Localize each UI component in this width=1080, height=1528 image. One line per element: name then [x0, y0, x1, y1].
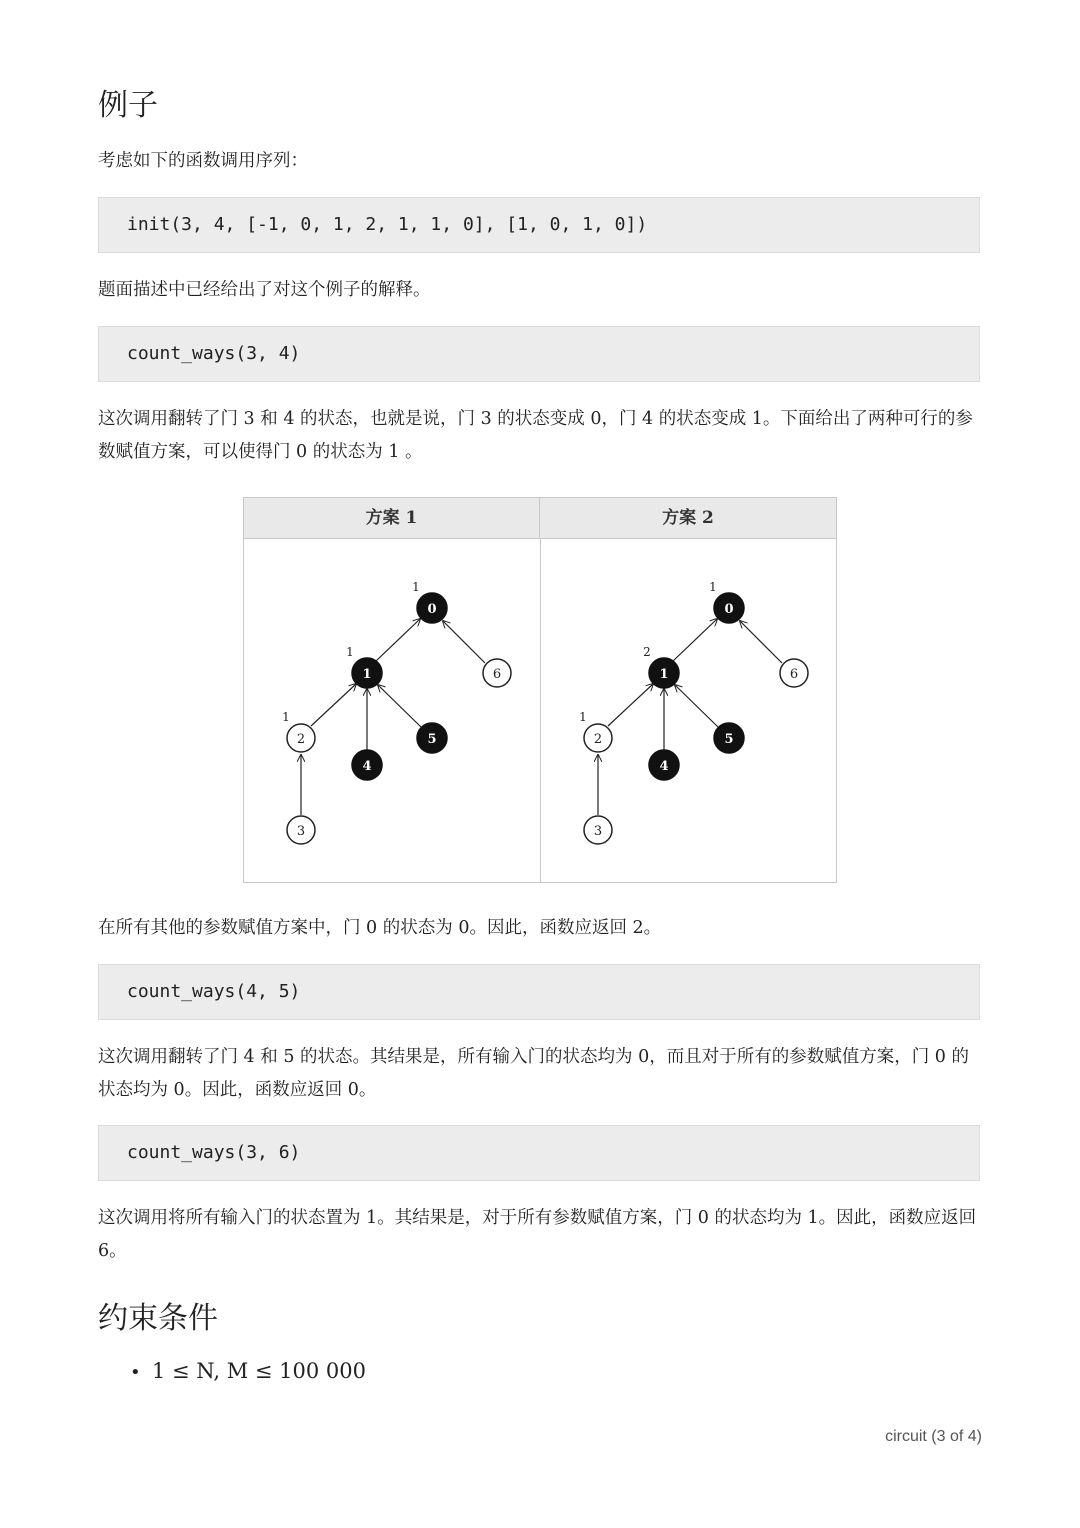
code-block-call2 [98, 964, 980, 1020]
edge-5-1 [378, 685, 421, 727]
svg-text:5: 5 [427, 732, 437, 747]
param-label-gate-0: 1 [412, 580, 420, 594]
code-text-call1: count_ways(3, 4) [127, 343, 301, 364]
code-text-call2: count_ways(4, 5) [127, 981, 301, 1002]
paragraph-intro: 考虑如下的函数调用序列： [98, 151, 308, 171]
node-1 [649, 658, 679, 688]
svg-text:3: 3 [593, 824, 603, 839]
node-5 [714, 723, 744, 753]
tree-diagram-scheme-2 [541, 539, 837, 882]
paragraph-call3-explain: 这次调用将所有输入门的状态置为 1。其结果是，对于所有参数赋值方案，门 0 的状态均为 1。因此，函数应返回 6。 [98, 1208, 977, 1261]
edge-1-0 [376, 619, 420, 661]
code-text-init: init(3, 4, [-1, 0, 1, 2, 1, 1, 0], [1, 0, 1, 0]) [127, 214, 648, 235]
list-item [130, 1354, 366, 1390]
node-3 [584, 816, 612, 844]
code-block-init [98, 197, 980, 253]
node-0 [714, 593, 744, 623]
node-2 [584, 724, 612, 752]
table-header-scheme-2: 方案 2 [540, 498, 836, 539]
param-label-gate-2: 1 [282, 710, 290, 724]
edge-6-0 [740, 621, 782, 663]
node-2 [287, 724, 315, 752]
svg-text:4: 4 [362, 759, 372, 774]
svg-text:0: 0 [427, 602, 437, 617]
node-4 [352, 750, 382, 780]
paragraph-call1-explain: 这次调用翻转了门 3 和 4 的状态，也就是说，门 3 的状态变成 0，门 4 的状态变成 1。下面给出了两种可行的参数赋值方案，可以使得门 0 的状态为 1 。 [98, 409, 973, 462]
edge-2-1 [608, 684, 653, 726]
paragraph-explained: 题面描述中已经给出了对这个例子的解释。 [98, 280, 431, 300]
svg-text:6: 6 [492, 667, 502, 682]
node-6 [780, 659, 808, 687]
svg-text:6: 6 [789, 667, 799, 682]
svg-text:5: 5 [724, 732, 734, 747]
node-4 [649, 750, 679, 780]
svg-text:3: 3 [296, 824, 306, 839]
table-header-scheme-1: 方案 1 [244, 498, 540, 539]
node-6 [483, 659, 511, 687]
edge-5-1 [675, 685, 718, 727]
param-label-gate-1: 2 [643, 645, 651, 659]
schemes-table [243, 497, 837, 883]
code-text-call3: count_ways(3, 6) [127, 1142, 301, 1163]
node-5 [417, 723, 447, 753]
edge-2-1 [311, 684, 356, 726]
param-label-gate-2: 1 [579, 710, 587, 724]
svg-text:0: 0 [724, 602, 734, 617]
constraints-list [130, 1354, 366, 1390]
node-1 [352, 658, 382, 688]
svg-text:1: 1 [659, 667, 669, 682]
node-0 [417, 593, 447, 623]
edge-6-0 [443, 621, 485, 663]
svg-text:2: 2 [593, 732, 603, 747]
paragraph-other-schemes: 在所有其他的参数赋值方案中，门 0 的状态为 0。因此，函数应返回 2。 [98, 918, 662, 938]
code-block-call3 [98, 1125, 980, 1181]
svg-text:1: 1 [362, 667, 372, 682]
edge-1-0 [673, 619, 717, 661]
code-block-call1 [98, 326, 980, 382]
svg-text:4: 4 [659, 759, 669, 774]
constraints-heading: 约束条件 [98, 1301, 218, 1336]
example-heading: 例子 [98, 88, 158, 123]
node-3 [287, 816, 315, 844]
page-footer: circuit (3 of 4) [885, 1428, 982, 1445]
param-label-gate-0: 1 [709, 580, 717, 594]
svg-text:2: 2 [296, 732, 306, 747]
param-label-gate-1: 1 [346, 645, 354, 659]
constraint-text: 1 ≤ N, M ≤ 100 000 [152, 1359, 366, 1383]
paragraph-call2-explain: 这次调用翻转了门 4 和 5 的状态。其结果是，所有输入门的状态均为 0，而且对于所有的参数赋值方案，门 0 的状态均为 0。因此，函数应返回 0。 [98, 1047, 969, 1100]
tree-diagram-scheme-1 [244, 539, 540, 882]
